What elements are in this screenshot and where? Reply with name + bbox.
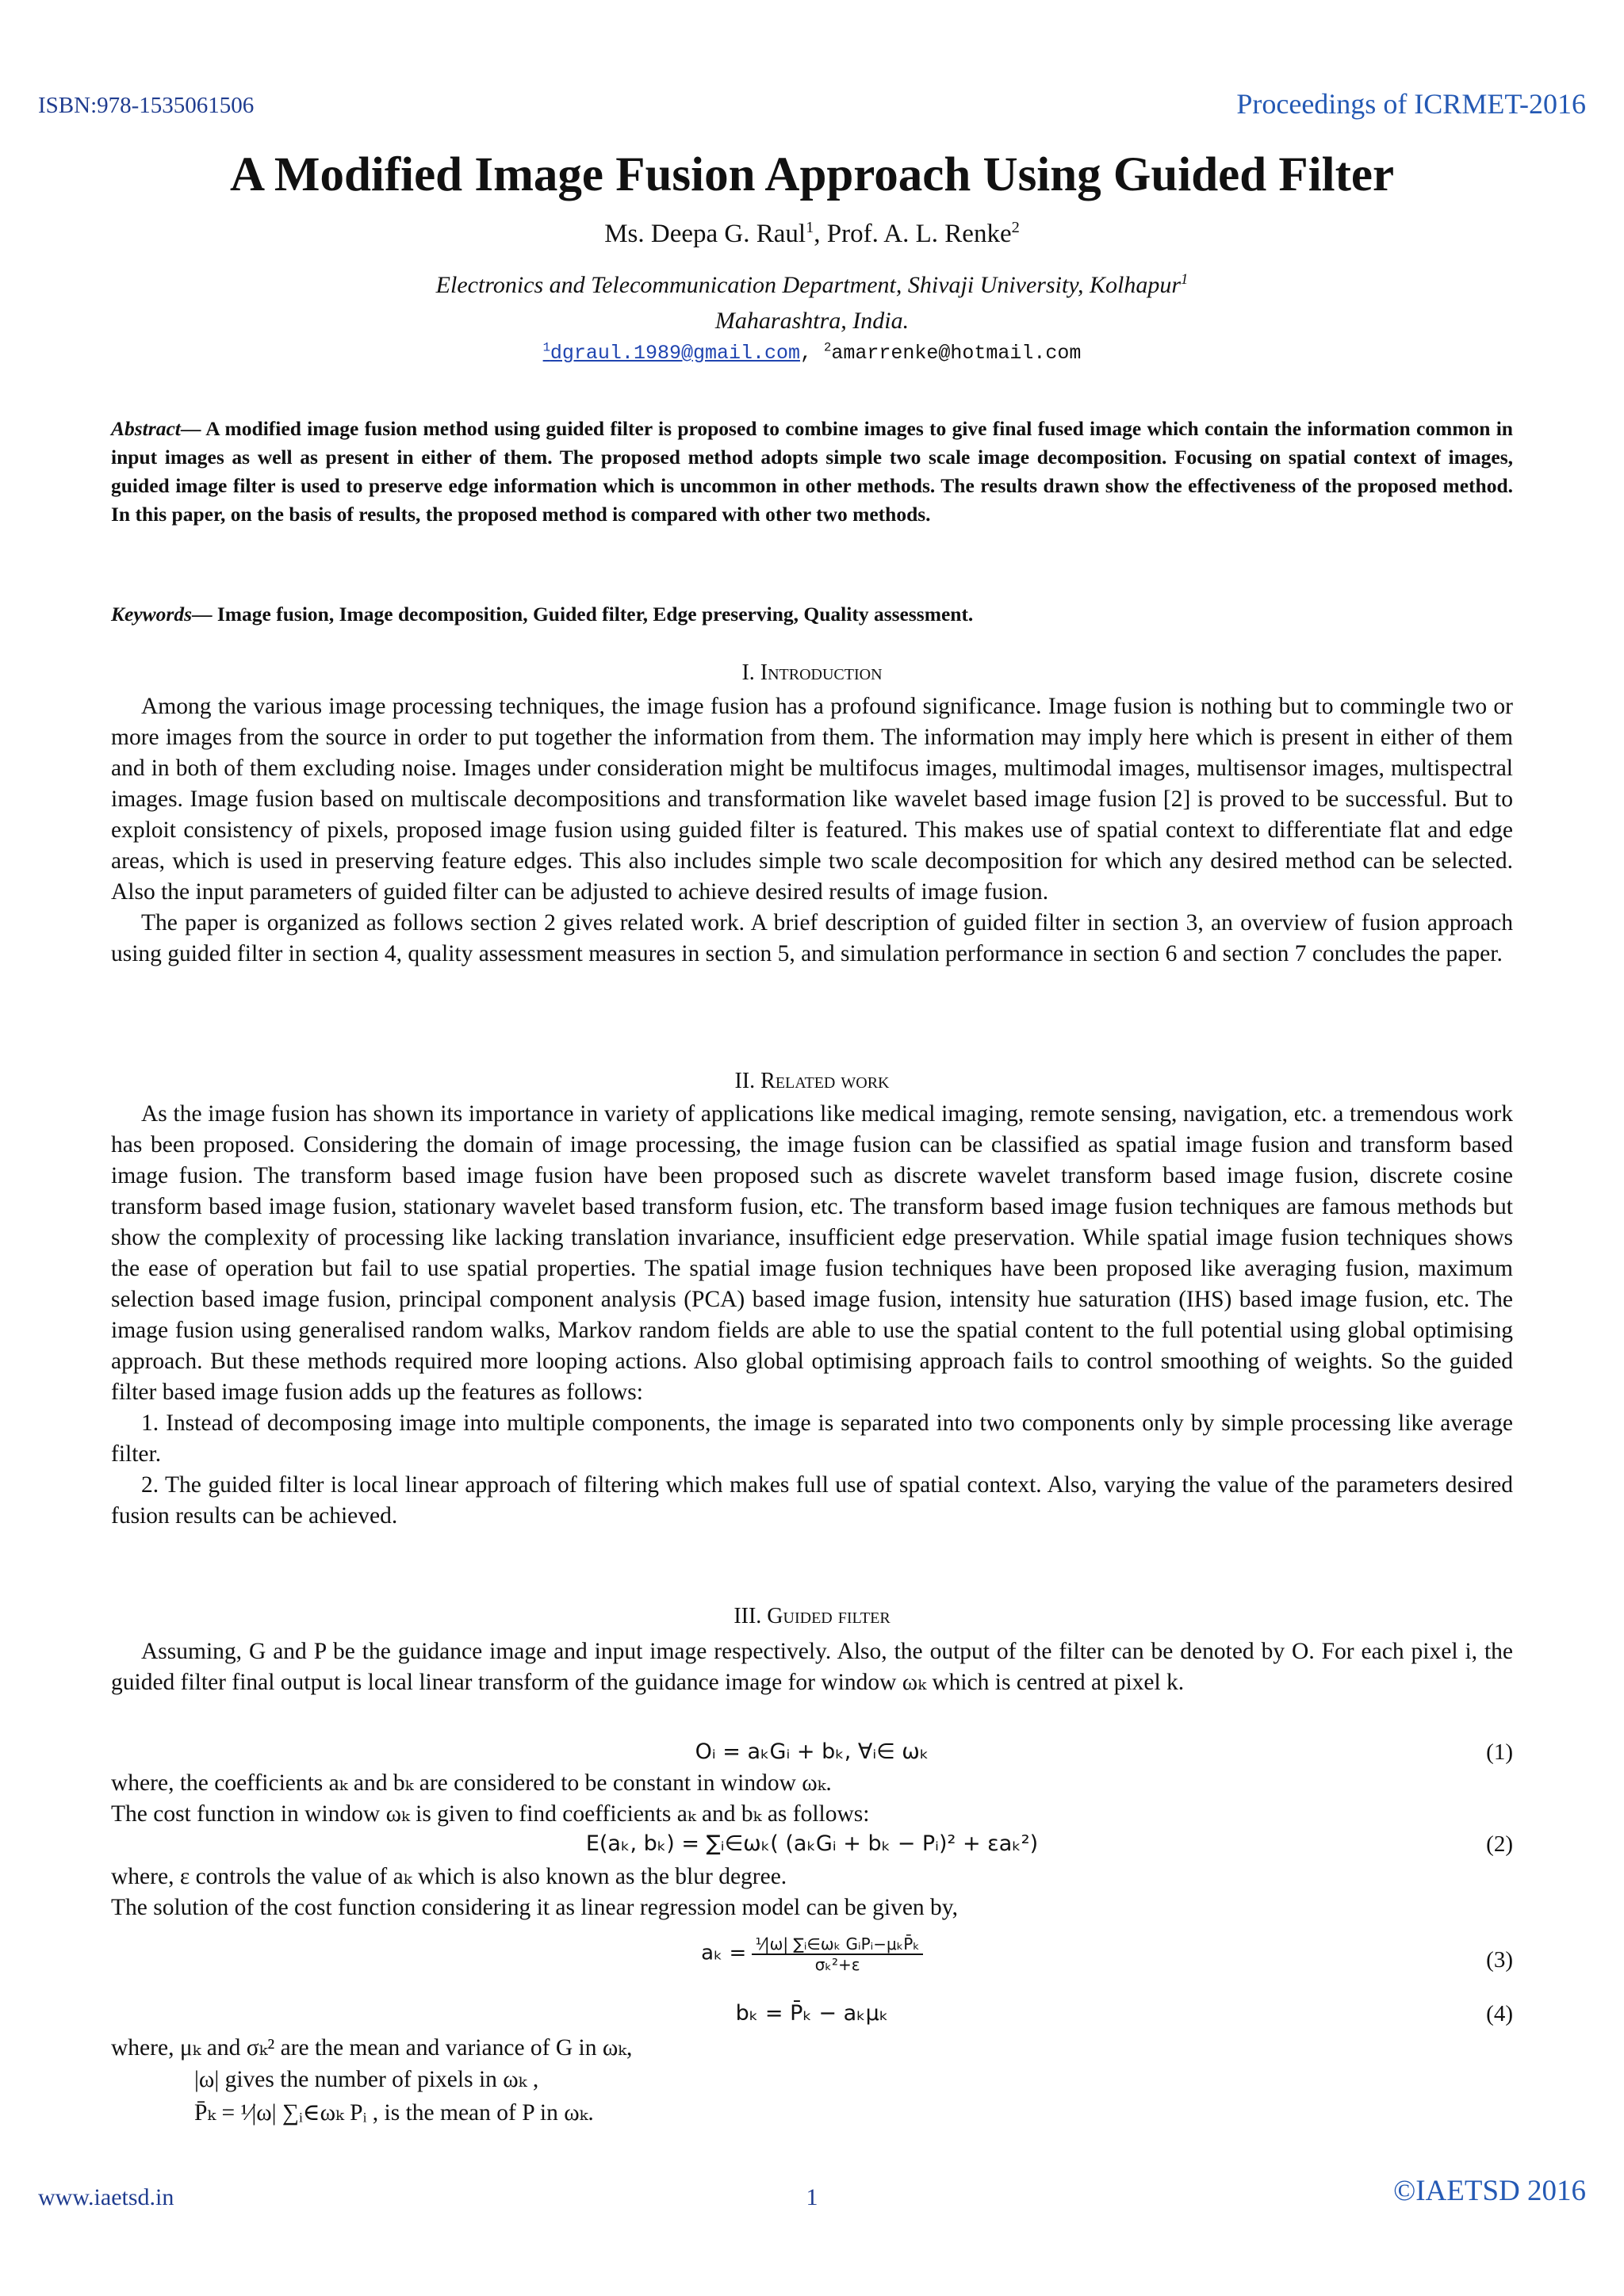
related-work-body — [111, 1099, 1513, 1532]
guided-line-1: where, the coefficients aₖ and bₖ are considered to be constant in window ωₖ. — [111, 1770, 832, 1796]
keywords-text: Image fusion, Image decomposition, Guided filter, Edge preserving, Quality assessment. — [216, 603, 974, 626]
keywords — [111, 600, 1513, 629]
guided-line-5: where, μₖ and σₖ² are the mean and variance of G in ωₖ, — [111, 2035, 633, 2061]
guided-line-4: The solution of the cost function considering it as linear regression model can be given by, — [111, 1895, 959, 1920]
guided-line-3: where, ε controls the value of aₖ which is also known as the blur degree. — [111, 1864, 787, 1889]
affiliation — [0, 267, 1624, 339]
abstract — [111, 415, 1513, 529]
equation-1 — [111, 1736, 1513, 1768]
introduction-body — [111, 691, 1513, 970]
equation-3 — [111, 1934, 1513, 1985]
equation-3-fraction — [752, 1934, 922, 1974]
guided-filter-intro — [111, 1636, 1513, 1698]
equation-3-lhs: aₖ = — [701, 1941, 747, 1965]
author-sep: , — [814, 220, 827, 248]
related-paragraph-2: 1. Instead of decomposing image into multiple components, the image is separated into two components only by simple processing like average filter. — [111, 1410, 1513, 1467]
affiliation-line-2: Maharashtra, India. — [714, 308, 910, 334]
email-2: amarrenke@hotmail.com — [831, 342, 1082, 365]
keywords-dash: — — [192, 603, 217, 626]
section-heading-guided-filter: III. Guided filter — [733, 1604, 891, 1628]
proceedings-header: Proceedings of ICRMET-2016 — [1236, 88, 1586, 120]
email-2-sup: 2 — [824, 340, 832, 355]
email-1-sup: 1 — [542, 340, 550, 355]
author-1: Ms. Deepa G. Raul — [604, 220, 806, 248]
equation-2-expression: E(aₖ, bₖ) = ∑ᵢ∈ωₖ( (aₖGᵢ + bₖ − Pᵢ)² + εaₖ²) — [585, 1831, 1039, 1856]
keywords-label: Keywords — [111, 603, 192, 626]
equation-2-number: (2) — [1486, 1831, 1513, 1857]
equation-1-expression: Oᵢ = aₖGᵢ + bₖ, ∀ᵢ∈ ωₖ — [695, 1739, 929, 1764]
author-2: Prof. A. L. Renke — [826, 220, 1012, 248]
related-paragraph-1: As the image fusion has shown its importance in variety of applications like medical imaging, remote sensing, navigation, etc. a tremendous work has been proposed. Considering the domain of image processing, the image fusion can be classified as spatial image fusion and transform based image fusion. The transform based image fusion have been proposed such as discrete wavelet transform based image fusion, discrete cosine transform based image fusion, stationary wavelet based transform fusion, etc. The transform based image fusion techniques are famous methods but show the complexity of processing like lacking translation invariance, insufficient edge preservation. While spatial image fusion techniques shows the ease of operation but fail to use spatial properties. The spatial image fusion techniques have been proposed like averaging fusion, maximum selection based image fusion, principal component analysis (PCA) based image fusion, intensity hue saturation (IHS) based image fusion, etc. The image fusion using generalised random walks, Markov random fields are able to use the spatial content to the full potential using global optimising approach. But these methods required more looping actions. Also global optimising approach fails to control smoothing of weights. So the guided filter based image fusion adds up the features as follows: — [111, 1101, 1513, 1405]
abstract-text: A modified image fusion method using guided filter is proposed to combine images to give final fused image which contain the information common in input images as well as present in either of them. The proposed method adopts simple two scale image decomposition. Focusing on spatial context of images, guided image filter is used to preserve edge information which is uncommon in other methods. The results drawn show the effectiveness of the proposed method. In this paper, on the basis of results, the proposed method is compared with other two methods. — [111, 417, 1513, 526]
equation-1-number: (1) — [1486, 1739, 1513, 1765]
guided-line-2: The cost function in window ωₖ is given to find coefficients aₖ and bₖ as follows: — [111, 1801, 870, 1827]
equation-4-expression: bₖ = P̄ₖ − aₖμₖ — [735, 2001, 889, 2026]
guided-line-6: |ω| gives the number of pixels in ωₖ , — [194, 2067, 539, 2092]
emails-line — [0, 339, 1624, 368]
section-heading-related-work: II. Related work — [734, 1069, 890, 1093]
intro-paragraph-1: Among the various image processing techniques, the image fusion has a profound significance. Image fusion is nothing but to commingle two or more images from the source in order to put together the information from them. The information may imply here which is present in either of them and in both of them excluding noise. Images under consideration might be multifocus images, multimodal images, multisensor images, multispectral images. Image fusion based on multiscale decompositions and transformation like wavelet based image fusion [2] is proved to be successful. But to exploit consistency of pixels, proposed image fusion using guided filter is featured. This makes use of spatial context to differentiate flat and edge areas, which is used in preserving feature edges. This also includes simple two scale decomposition for which any desired method can be selected. Also the input parameters of guided filter can be adjusted to achieve desired results of image fusion. — [111, 694, 1513, 905]
paper-title: A Modified Image Fusion Approach Using Guided Filter — [229, 148, 1395, 201]
email-sep: , — [799, 342, 824, 365]
affiliation-line-1: Electronics and Telecommunication Department, Shivaji University, Kolhapur — [435, 272, 1182, 298]
email-1: dgraul.1989@gmail.com — [550, 342, 800, 365]
footer-copyright: ©IAETSD 2016 — [1393, 2175, 1586, 2207]
equation-2 — [111, 1828, 1513, 1860]
guided-paragraph-1: Assuming, G and P be the guidance image and input image respectively. Also, the output of the filter can be denoted by O. For each pixel i, the guided filter final output is local linear transform of the guidance image for window ωₖ which is centred at pixel k. — [111, 1639, 1513, 1695]
equation-4-number: (4) — [1486, 2001, 1513, 2026]
equation-3-denominator: σₖ²+ε — [814, 1955, 860, 1974]
author-1-sup: 1 — [806, 219, 814, 236]
intro-paragraph-2: The paper is organized as follows section 2 gives related work. A brief description of guided filter in section 3, an overview of fusion approach using guided filter in section 4, quality assessment measures in section 5, and simulation performance in section 6 and section 7 concludes the paper. — [111, 910, 1513, 966]
abstract-label: Abstract — [111, 417, 181, 440]
section-heading-introduction: I. Introduction — [741, 660, 883, 685]
isbn-header: ISBN:978-1535061506 — [38, 93, 255, 118]
guided-line-7: P̄ₖ = ¹⁄|ω| ∑ᵢ∈ωₖ Pᵢ , is the mean of P in ωₖ. — [194, 2100, 594, 2126]
footer-page-number: 1 — [806, 2184, 818, 2210]
abstract-dash: — — [180, 417, 206, 440]
affiliation-sup: 1 — [1181, 271, 1189, 288]
footer-website: www.iaetsd.in — [38, 2184, 174, 2210]
related-paragraph-3: 2. The guided filter is local linear approach of filtering which makes full use of spatial context. Also, varying the value of the parameters desired fusion results can be achieved. — [111, 1472, 1513, 1529]
equation-3-number: (3) — [1486, 1947, 1513, 1973]
equation-4 — [111, 1998, 1513, 2030]
email-link-1[interactable] — [543, 342, 800, 365]
equation-3-numerator: ¹⁄|ω| ∑ᵢ∈ωₖ GᵢPᵢ−μₖP̄ₖ — [752, 1934, 922, 1955]
authors-line — [0, 217, 1624, 251]
author-2-sup: 2 — [1011, 219, 1020, 236]
